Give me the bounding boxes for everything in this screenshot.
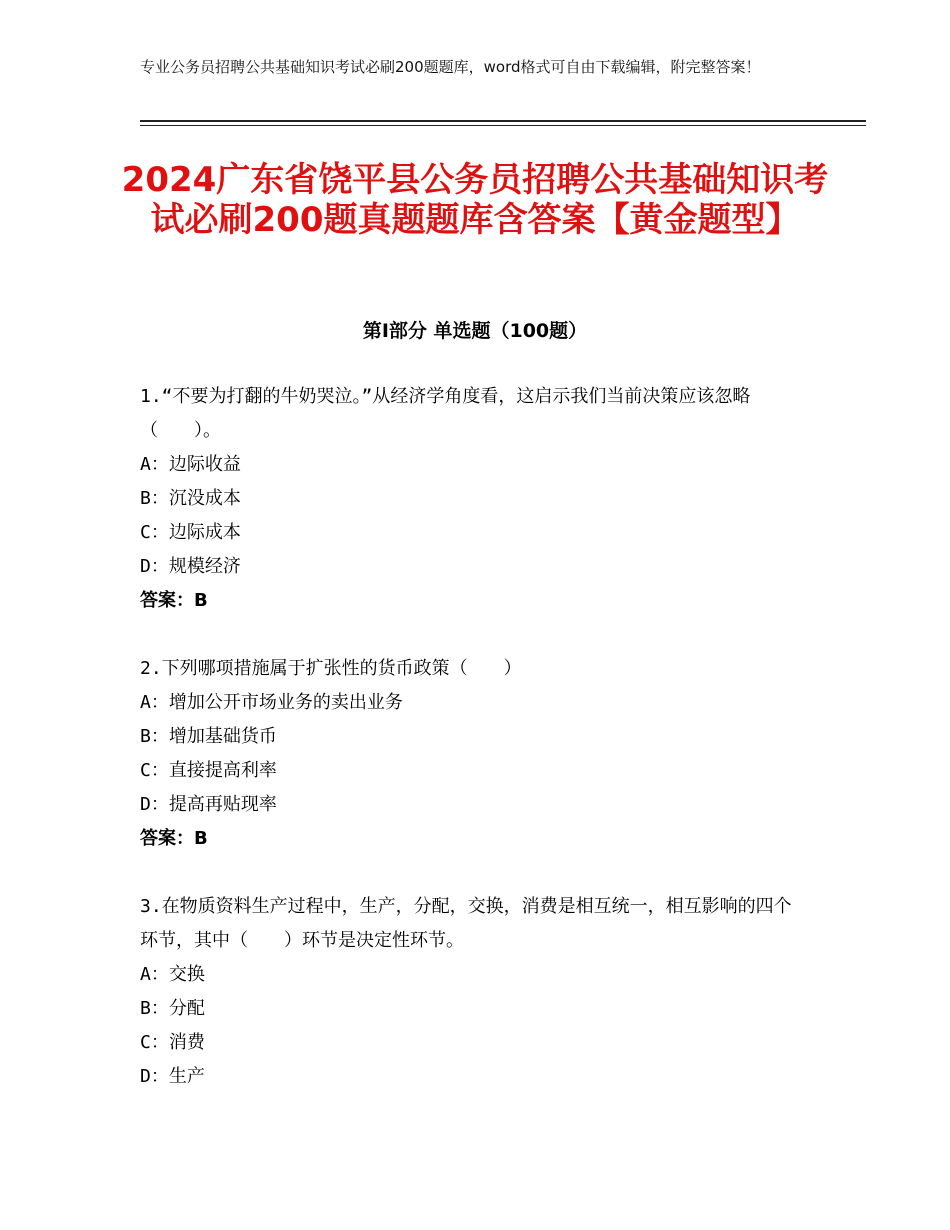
option-b: B：分配 xyxy=(140,998,205,1019)
option-b: B：增加基础货币 xyxy=(140,726,277,747)
question-stem: 2.下列哪项措施属于扩张性的货币政策（ ） xyxy=(140,658,522,679)
option-d: D：提高再贴现率 xyxy=(140,794,277,815)
header-divider-thin xyxy=(140,125,866,126)
question-stem: 3.在物质资料生产过程中，生产，分配，交换，消费是相互统一，相互影响的四个环节，其中（ ）环节是决定性环节。 xyxy=(140,896,792,951)
header-note: 专业公务员招聘公共基础知识考试必刷200题题库，word格式可自由下载编辑，附完整答案！ xyxy=(140,58,761,76)
answer: 答案：B xyxy=(140,590,208,611)
answer: 答案：B xyxy=(140,828,208,849)
question-2 xyxy=(140,652,800,856)
question-stem: 1.“不要为打翻的牛奶哭泣。”从经济学角度看，这启示我们当前决策应该忽略（ ）。 xyxy=(140,386,751,441)
option-c: C：边际成本 xyxy=(140,522,241,543)
question-3 xyxy=(140,890,800,1094)
question-1 xyxy=(140,380,800,618)
option-d: D：生产 xyxy=(140,1066,205,1087)
option-b: B：沉没成本 xyxy=(140,488,241,509)
header-divider-thick xyxy=(140,120,866,122)
option-d: D：规模经济 xyxy=(140,556,241,577)
option-c: C：直接提高利率 xyxy=(140,760,277,781)
option-a: A：交换 xyxy=(140,964,205,985)
option-c: C：消费 xyxy=(140,1032,205,1053)
option-a: A：边际收益 xyxy=(140,454,241,475)
document-title: 2024广东省饶平县公务员招聘公共基础知识考试必刷200题真题题库含答案【黄金题型】 xyxy=(121,160,829,240)
question-list xyxy=(140,380,800,1128)
option-a: A：增加公开市场业务的卖出业务 xyxy=(140,692,403,713)
section-heading: 第Ⅰ部分 单选题（100题） xyxy=(362,320,588,342)
